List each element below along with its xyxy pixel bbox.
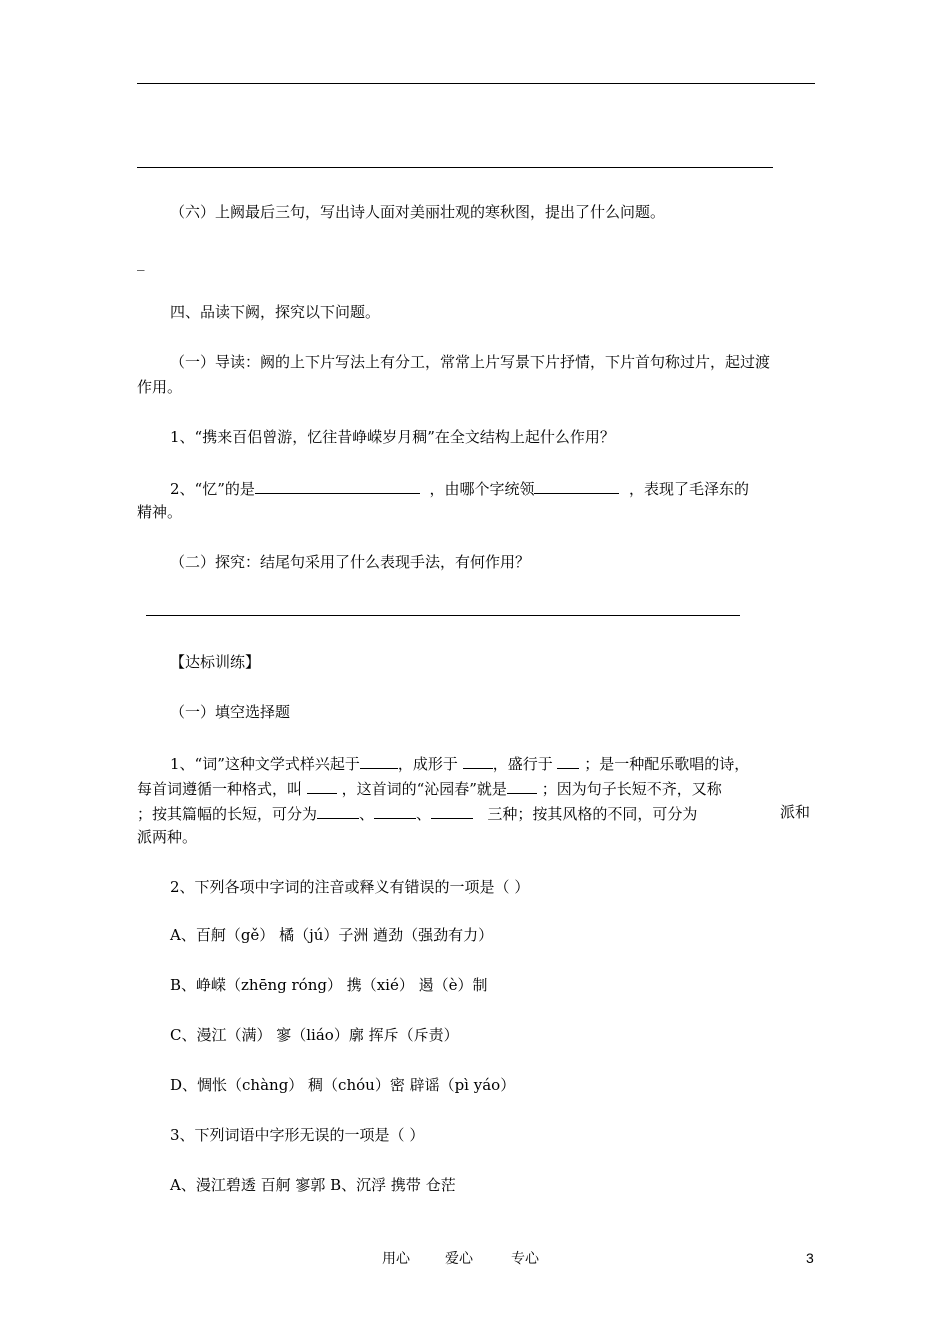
q1-text-end: 派和: [780, 803, 811, 821]
part-four-question-2-cont: 精神。: [137, 503, 183, 521]
answer-dash: _: [137, 253, 145, 271]
q1-text: 、: [359, 805, 375, 823]
footer-word-3: 专心: [511, 1251, 539, 1267]
guide-line-1: （一）导读：阙的上下片写法上有分工，常常上片写景下片抒情，下片首句称过片，起过渡: [170, 353, 771, 371]
q1-text: ；按其篇幅的长短，可分为: [137, 805, 318, 823]
q1-text: 1、“词”这种文学式样兴起于: [170, 755, 360, 773]
training-title: 【达标训练】: [170, 653, 261, 671]
footer-word-2: 爱心: [445, 1251, 473, 1267]
fill-blank[interactable]: [431, 802, 473, 819]
q2-text-a: 2、“忆”的是: [170, 480, 255, 498]
training-q1-line4: 派两种。: [137, 828, 198, 846]
fill-blank[interactable]: [360, 752, 398, 769]
q2-option-a: A、百舸（gě） 橘（jú）子洲 遒劲（强劲有力）: [170, 926, 494, 944]
q1-text: ，盛行于: [492, 755, 553, 773]
q1-text: 每首词遵循一种格式，叫: [137, 780, 303, 798]
q2-option-c: C、漫江（满） 寥（liáo）廓 挥斥（斥责）: [170, 1026, 459, 1044]
q2-option-b: B、峥嵘（zhēng róng） 携（xié） 遏（è）制: [170, 976, 488, 994]
q1-text: ，这首词的“沁园春”就是: [341, 780, 507, 798]
training-q1-line1: [170, 752, 749, 774]
q1-text: ；因为句子长短不齐，又称: [541, 780, 722, 798]
footer-word-1: 用心: [382, 1251, 410, 1267]
q2-text-c: ，表现了毛泽东的: [629, 480, 750, 498]
training-q2-stem: 2、下列各项中字词的注音或释义有错误的一项是（ ）: [170, 878, 530, 896]
page-number: 3: [806, 1250, 814, 1266]
q1-text: 、: [416, 805, 432, 823]
answer-line: [146, 615, 740, 616]
q2-text-b: ，由哪个字统领: [429, 480, 535, 498]
training-subtitle: （一）填空选择题: [170, 703, 291, 721]
fill-blank[interactable]: [463, 752, 493, 769]
training-q1-line3: [137, 802, 697, 824]
fill-blank[interactable]: [507, 777, 537, 794]
part-four-question-2: [170, 477, 749, 499]
fill-blank[interactable]: [255, 477, 420, 494]
fill-blank[interactable]: [557, 752, 579, 769]
fill-blank[interactable]: [374, 802, 416, 819]
training-q3-stem: 3、下列词语中字形无误的一项是（ ）: [170, 1126, 425, 1144]
part-four-question-1: 1、“携来百侣曾游，忆往昔峥嵘岁月稠”在全文结构上起什么作用？: [170, 428, 615, 446]
part-four-title: 四、品读下阙，探究以下问题。: [170, 303, 381, 321]
guide-line-2: 作用。: [137, 378, 183, 396]
q2-option-d: D、惆怅（chàng） 稠（chóu）密 辟谣（pì yáo）: [170, 1076, 516, 1094]
fill-blank[interactable]: [534, 477, 619, 494]
question-six: （六）上阙最后三句，写出诗人面对美丽壮观的寒秋图，提出了什么问题。: [170, 203, 666, 221]
answer-line: [137, 167, 773, 168]
q1-text: 三种；按其风格的不同，可分为: [487, 805, 698, 823]
explore-question: （二）探究：结尾句采用了什么表现手法，有何作用？: [170, 553, 531, 571]
fill-blank[interactable]: [307, 777, 337, 794]
fill-blank[interactable]: [317, 802, 359, 819]
q1-text: ；是一种配乐歌唱的诗，: [584, 755, 750, 773]
q3-options-ab: A、漫江碧透 百舸 寥郭 B、沉浮 携带 仓茫: [170, 1176, 456, 1194]
answer-line: [137, 83, 815, 84]
training-q1-line2: [137, 777, 722, 799]
q1-text: ，成形于: [397, 755, 458, 773]
